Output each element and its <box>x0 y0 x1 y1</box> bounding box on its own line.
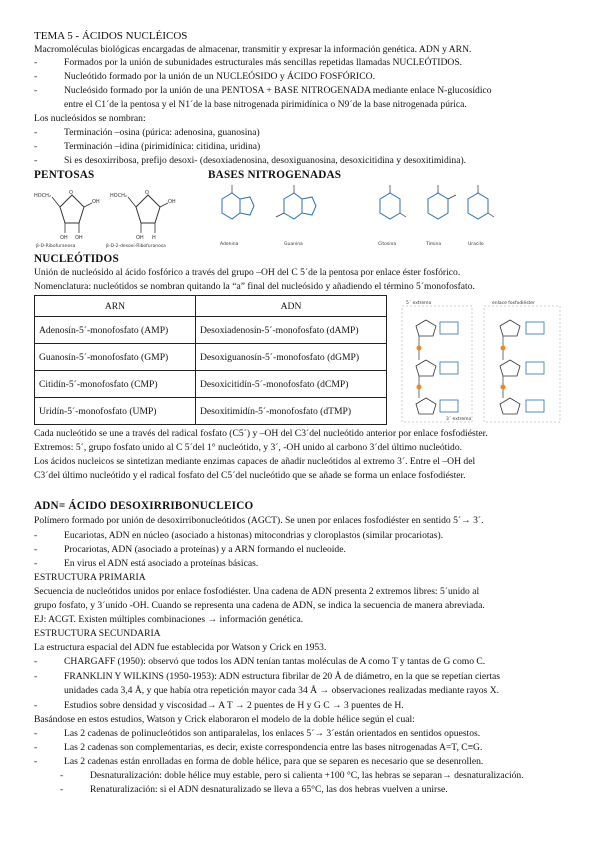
nucleotidos-line-1: Unión de nucleósido al ácido fosfórico a través del grupo –OH del C 5´de la pentosa por enlace éster fosfórico. <box>34 267 461 278</box>
naming-intro: Los nucleósidos se nombran: <box>34 113 146 124</box>
after-table-line-1: Cada nucleótido se une a través del radical fosfato (C5´) y –OH del C3´del nucleótido anterior por enlace fosfodiéster. <box>34 428 488 439</box>
table-row <box>35 344 387 371</box>
model-bullet-2: - Las 2 cadenas son complementarias, es decir, existe correspondencia entre las bases nitrogenadas A=T, C≡G. <box>64 742 482 754</box>
after-table-line-3: Los ácidos nucleicos se sintetizan mediante enzimas capaces de añadir nucleótidos al extremo 3´. Entre el –OH del <box>34 456 476 467</box>
adn-bullet-1: - Eucariotas, ADN en núcleo (asociado a histonas) mitocondrias y cloroplastos (similar procariotas). <box>64 530 443 542</box>
svg-text:OH: OH <box>92 199 100 205</box>
intro-bullet-3-cont: entre el C1´de la pentosa y el N1´de la base nitrogenada pirimidínica o N9´de la base nitrogenada púrica. <box>64 99 467 110</box>
table-header-row <box>35 296 387 317</box>
polynucleotide-chain-figure <box>396 296 566 428</box>
table-header-adn: ADN <box>196 296 387 317</box>
secundaria-bullet-2-cont: unidades cada 3,4 Å, y que había otra repetición mayor cada 34 Å → observaciones realizadas mediante rayos X. <box>64 685 500 696</box>
nitrogen-bases-figure <box>200 183 500 251</box>
primaria-line-2: grupo fosfato, y 3´unido -OH. Cuando se representa una cadena de ADN, se indica la secuencia de manera abreviada. <box>34 600 485 611</box>
pentose-caption-2: β-D-2-desoxi-Ribofuranosa <box>106 244 166 249</box>
cytosine-structure <box>380 185 406 219</box>
guanine-structure <box>276 185 316 219</box>
adn-bullet-2: - Procariotas, ADN (asociado a proteínas) y a ARN formando el nucleoide. <box>64 544 346 556</box>
model-intro: Basándose en estos estudios, Watson y Crick elaboraron el modelo de la doble hélice según el cual: <box>34 714 415 725</box>
model-sub-bullet-1: - Desnaturalización: doble hélice muy estable, pero si calienta +100 °C, las hebras se separan→ desnaturalización. <box>90 770 524 782</box>
intro-bullet-2: - Nucleótido formado por la unión de un NUCLEÓSIDO y ÁCIDO FOSFÓRICO. <box>64 71 375 83</box>
intro-bullet-1: - Formados por la unión de subunidades estructurales más sencillas repetidas llamadas NUCLEÓTIDOS. <box>64 57 462 69</box>
figure-label-5: 5´ extremo <box>406 301 432 306</box>
nucleotidos-heading: NUCLEÓTIDOS <box>34 253 119 265</box>
figure-label-bond: enlace fosfodiéster <box>492 301 535 306</box>
pentosas-heading: PENTOSAS <box>34 169 95 181</box>
table-cell: Adenosín-5´-monofosfato (AMP) <box>35 317 196 344</box>
naming-bullet-2: - Terminación –idina (pirimidínica: citidina, uridina) <box>64 141 260 153</box>
page-title: TEMA 5 - ÁCIDOS NUCLÉICOS <box>34 30 188 42</box>
table-cell: Desoxiguanosín-5´-monofosfato (dGMP) <box>196 344 387 371</box>
table-cell: Desoxicitidín-5´-monofosfato (dCMP) <box>196 371 387 398</box>
thymine-structure <box>428 185 456 219</box>
nucleotidos-line-2: Nomenclatura: nucleótidos se nombran quitando la “a” final del nucleósido y añadiendo el término 5´monofosfato. <box>34 281 475 292</box>
table-cell: Citidín-5´-monofosfato (CMP) <box>35 371 196 398</box>
adn-bullet-3: - En virus el ADN está asociado a proteínas básicas. <box>64 558 258 570</box>
svg-text:O: O <box>145 190 149 196</box>
table-row <box>35 317 387 344</box>
primaria-heading: ESTRUCTURA PRIMARIA <box>34 572 146 583</box>
model-bullet-1: - Las 2 cadenas de polinucleótidos son antiparalelas, los enlaces 5´→ 3´están orientados en sentidos opuestos. <box>64 728 480 740</box>
pentoses-figure <box>34 183 184 251</box>
deoxyribofuranose-structure <box>110 190 176 241</box>
chain-right <box>500 320 544 414</box>
nucleotide-table <box>34 295 387 425</box>
pentose-caption-1: β-D-Ribofuranosa <box>36 244 76 249</box>
primaria-line-1: Secuencia de nucleótidos unidos por enlace fosfodiéster. Una cadena de ADN presenta 2 extremos libres: 5´unido al <box>34 586 480 597</box>
base-name-cytosine: Citosina <box>378 242 397 247</box>
naming-bullet-3: - Si es desoxirribosa, prefijo desoxi- (desoxiadenosina, desoxiguanosina, desoxicitidina y desoxitimidina). <box>64 155 466 167</box>
secundaria-bullet-2: - FRANKLIN Y WILKINS (1950-1953): ADN estructura fibrilar de 20 Å de diámetro, en la que se repetían ciertas <box>64 671 500 683</box>
svg-text:OH: OH <box>136 235 144 241</box>
svg-text:HOCH₂: HOCH₂ <box>110 193 127 199</box>
base-name-thymine: Timina <box>426 242 442 247</box>
after-table-line-2: Extremos: 5´, grupo fosfato unido al C 5´del 1° nucleótido, y 3´, -OH unido al carbono 3´del último nucleótido. <box>34 442 463 453</box>
after-table-line-4: C3´del último nucleótido y el radical fosfato del C5´del nucleótido que se añade se forma un enlace fosfodiéster. <box>34 470 466 481</box>
intro-text: Macromoléculas biológicas encargadas de almacenar, transmitir y expresar la información genética. ADN y ARN. <box>34 44 472 55</box>
svg-text:OH: OH <box>60 235 68 241</box>
chain-left <box>416 320 458 414</box>
base-name-guanine: Guanina <box>284 242 303 247</box>
adn-intro: Polímero formado por unión de desoxirribonucleótidos (AGCT). Se unen por enlaces fosfodiéster en sentido 5´→ 3´. <box>34 515 484 526</box>
base-name-uracil: Uracilo <box>468 242 484 247</box>
table-cell: Guanosín-5´-monofosfato (GMP) <box>35 344 196 371</box>
primaria-line-3: EJ: ACGT. Existen múltiples combinaciones → información genética. <box>34 614 304 625</box>
adenine-structure <box>222 185 254 219</box>
intro-bullet-3: - Nucleósido formado por la unión de una PENTOSA + BASE NITROGENADA mediante enlace N-glucosídico <box>64 85 492 97</box>
secundaria-bullet-1: - CHARGAFF (1950): observó que todos los ADN tenían tantas moléculas de A como T y tantas de G como C. <box>64 656 485 668</box>
table-cell: Uridín-5´-monofosfato (UMP) <box>35 398 196 425</box>
secundaria-bullet-3: - Estudios sobre densidad y viscosidad→ A T → 2 puentes de H y G C → 3 puentes de H. <box>64 700 404 712</box>
svg-text:HOCH₂: HOCH₂ <box>34 193 51 199</box>
table-row <box>35 371 387 398</box>
table-row <box>35 398 387 425</box>
svg-text:O: O <box>69 190 73 196</box>
svg-text:OH: OH <box>75 235 83 241</box>
table-cell: Desoxiadenosín-5´-monofosfato (dAMP) <box>196 317 387 344</box>
base-name-adenine: Adenina <box>220 242 239 247</box>
model-sub-bullet-2: - Renaturalización: si el ADN desnaturalizado se lleva a 65°C, las dos hebras vuelven a unirse. <box>90 784 448 796</box>
naming-bullet-1: - Terminación –osina (púrica: adenosina, guanosina) <box>64 127 260 139</box>
secundaria-heading: ESTRUCTURA SECUNDARIA <box>34 628 161 639</box>
svg-text:H: H <box>152 235 156 241</box>
ribofuranose-structure <box>34 190 100 241</box>
figure-label-3: 3´ extremo <box>446 417 472 422</box>
secundaria-intro: La estructura espacial del ADN fue establecida por Watson y Crick en 1953. <box>34 642 327 653</box>
bases-heading: BASES NITROGENADAS <box>208 169 342 181</box>
model-bullet-3: - Las 2 cadenas están enrolladas en forma de doble hélice, para que se separen es necesario que se desenrollen. <box>64 756 483 768</box>
svg-text:OH: OH <box>168 199 176 205</box>
adn-heading: ADN= ÁCIDO DESOXIRRIBONUCLEICO <box>34 500 254 512</box>
table-cell: Desoxitimidín-5´-monofosfato (dTMP) <box>196 398 387 425</box>
uracil-structure <box>468 185 494 219</box>
table-header-arn: ARN <box>35 296 196 317</box>
